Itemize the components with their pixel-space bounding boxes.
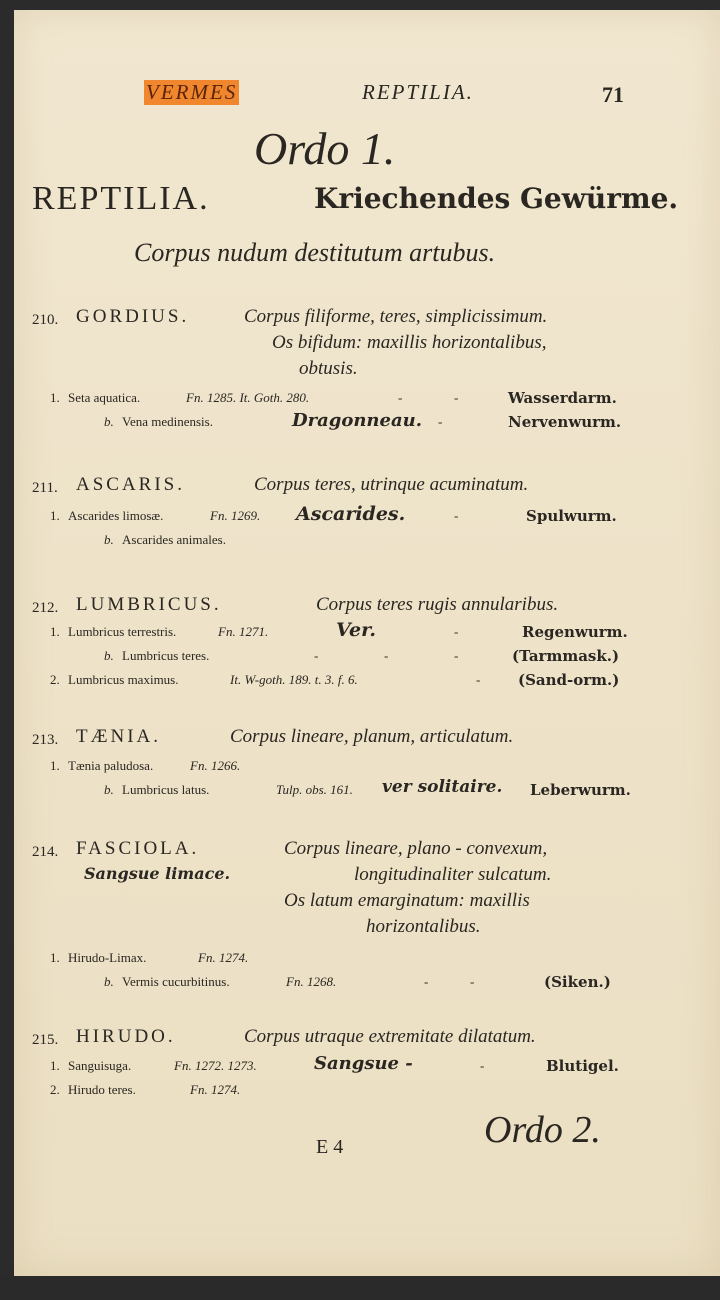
genus-number: 213.	[32, 732, 59, 748]
species-latin: Seta aquatica.	[68, 390, 141, 405]
genus-name: FASCIOLA.	[76, 838, 200, 859]
handwritten-french: Sangsue limace.	[84, 864, 231, 883]
bottom-frame	[0, 1276, 720, 1300]
handwritten-french: Dragonneau.	[292, 410, 422, 431]
species-id: 1.	[50, 1058, 60, 1073]
species-dash: -	[476, 672, 481, 687]
species-id: 1.	[50, 950, 60, 965]
species-id: 2.	[50, 672, 60, 687]
species-dash: -	[424, 974, 429, 989]
handwritten-french: Ascarides.	[296, 503, 406, 525]
species-reference: It. W-goth. 189. t. 3. f. 6.	[230, 672, 358, 687]
species-reference: Fn. 1274.	[198, 950, 249, 965]
species-id: b.	[104, 782, 114, 797]
genus-description: Os latum emarginatum: maxillis	[284, 890, 530, 911]
species-german: (Tarmmask.)	[512, 647, 620, 665]
species-reference: Fn. 1269.	[210, 508, 261, 523]
species-dash: -	[454, 508, 459, 523]
species-latin: Lumbricus maximus.	[68, 672, 179, 687]
species-reference: Fn. 1285. It. Goth. 280.	[186, 390, 310, 405]
genus-description: Corpus filiforme, teres, simplicissimum.	[244, 306, 548, 327]
species-dash: -	[384, 648, 389, 663]
genus-number: 212.	[32, 600, 59, 616]
signature-mark: E 4	[316, 1136, 344, 1158]
book-page	[14, 10, 720, 1276]
handwritten-french: Ver.	[336, 619, 376, 641]
species-german: Spulwurm.	[526, 507, 617, 525]
genus-name: HIRUDO.	[76, 1026, 176, 1047]
genus-name: ASCARIS.	[76, 474, 185, 495]
genus-description: Corpus lineare, plano - convexum,	[284, 838, 548, 859]
species-german: Nervenwurm.	[508, 413, 622, 431]
species-id: 1.	[50, 390, 60, 405]
species-latin: Vermis cucurbitinus.	[122, 974, 230, 989]
intro-text: Corpus nudum destitutum artubus.	[134, 238, 496, 267]
genus-description: horizontalibus.	[366, 916, 481, 937]
genus-number: 211.	[32, 480, 58, 496]
species-latin: Vena medinensis.	[122, 414, 213, 429]
species-german: Blutigel.	[546, 1057, 619, 1075]
species-reference: Fn. 1272. 1273.	[174, 1058, 257, 1073]
species-id: b.	[104, 974, 114, 989]
species-reference: Fn. 1266.	[190, 758, 241, 773]
page-number: 71	[602, 82, 624, 107]
genus-name: LUMBRICUS.	[76, 594, 222, 615]
genus-number: 214.	[32, 844, 59, 860]
species-german: Wasserdarm.	[508, 389, 617, 407]
genus-name: TÆNIA.	[76, 726, 162, 747]
species-id: 1.	[50, 508, 60, 523]
genus-description: obtusis.	[299, 358, 358, 379]
genus-description: Corpus utraque extremitate dilatatum.	[244, 1026, 536, 1047]
species-latin: Ascarides animales.	[122, 532, 226, 547]
species-latin: Sanguisuga.	[68, 1058, 132, 1073]
catchword: Ordo 2.	[484, 1109, 601, 1151]
genus-description: longitudinaliter sulcatum.	[354, 864, 552, 885]
species-german: (Sand-orm.)	[518, 671, 620, 689]
species-latin: Hirudo-Limax.	[68, 950, 147, 965]
species-id: 1.	[50, 624, 60, 639]
genus-number: 210.	[32, 312, 59, 328]
species-latin: Tænia paludosa.	[68, 758, 154, 773]
genus-description: Os bifidum: maxillis horizontalibus,	[272, 332, 547, 353]
species-reference: Fn. 1271.	[218, 624, 269, 639]
species-reference: Fn. 1274.	[190, 1082, 241, 1097]
species-latin: Hirudo teres.	[68, 1082, 136, 1097]
handwritten-french: ver solitaire.	[382, 777, 503, 797]
genus-description: Corpus teres rugis annularibus.	[316, 594, 559, 615]
species-latin: Lumbricus terrestris.	[68, 624, 177, 639]
species-german: Regenwurm.	[522, 623, 628, 641]
species-dash: -	[470, 974, 475, 989]
species-id: b.	[104, 532, 114, 547]
species-reference: Tulp. obs. 161.	[276, 782, 353, 797]
running-head-left: VERMES	[146, 80, 238, 104]
class-name: REPTILIA.	[32, 180, 210, 217]
genus-description: Corpus lineare, planum, articulatum.	[230, 726, 514, 747]
running-head-center: REPTILIA.	[362, 80, 474, 104]
ordo-title: Ordo 1.	[254, 123, 396, 174]
species-latin: Ascarides limosæ.	[68, 508, 164, 523]
species-dash: -	[454, 390, 459, 405]
species-latin: Lumbricus teres.	[122, 648, 210, 663]
species-id: 1.	[50, 758, 60, 773]
species-id: b.	[104, 648, 114, 663]
species-dash: -	[398, 390, 403, 405]
species-reference: Fn. 1268.	[286, 974, 337, 989]
species-german: Leberwurm.	[530, 781, 631, 799]
genus-number: 215.	[32, 1032, 59, 1048]
species-dash: -	[314, 648, 319, 663]
species-id: 2.	[50, 1082, 60, 1097]
genus-name: GORDIUS.	[76, 306, 190, 327]
handwritten-french: Sangsue -	[314, 1053, 413, 1074]
genus-description: Corpus teres, utrinque acuminatum.	[254, 474, 529, 495]
species-dash: -	[438, 414, 443, 429]
species-german: (Siken.)	[544, 973, 611, 991]
species-dash: -	[480, 1058, 485, 1073]
species-dash: -	[454, 648, 459, 663]
german-title: Kriechendes Gewürme.	[314, 182, 679, 215]
species-id: b.	[104, 414, 114, 429]
species-latin: Lumbricus latus.	[122, 782, 210, 797]
species-dash: -	[454, 624, 459, 639]
